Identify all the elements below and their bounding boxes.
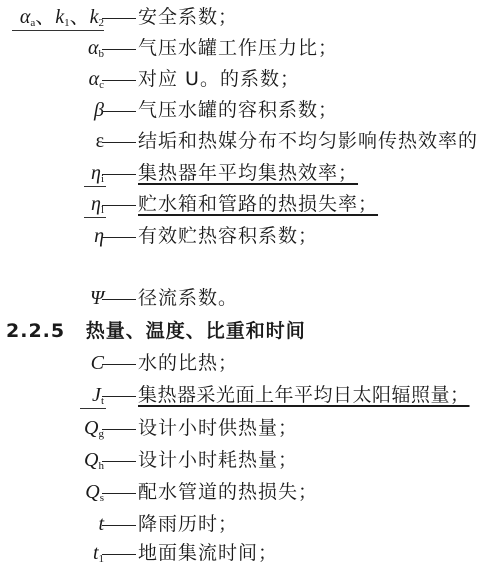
handwritten-underline bbox=[80, 408, 106, 409]
em-dash bbox=[102, 49, 136, 50]
term-description: 径流系数。 bbox=[138, 287, 239, 309]
term-row bbox=[0, 477, 500, 507]
handwritten-underline bbox=[84, 217, 106, 218]
term-row bbox=[0, 126, 500, 156]
term-symbol: β bbox=[94, 99, 104, 121]
em-dash bbox=[102, 111, 136, 112]
term-row bbox=[0, 158, 500, 188]
em-dash bbox=[102, 237, 136, 238]
term-symbol: $\alpha_a$、$k_1$、$k_2$ bbox=[19, 6, 104, 29]
term-row bbox=[0, 509, 500, 539]
em-dash bbox=[102, 80, 136, 81]
term-description: 有效贮热容积系数； bbox=[138, 225, 319, 247]
em-dash bbox=[102, 205, 136, 206]
term-row bbox=[0, 445, 500, 475]
term-description: 设计小时供热量； bbox=[138, 417, 299, 439]
term-row bbox=[0, 413, 500, 443]
term-row bbox=[0, 2, 500, 32]
term-symbol: $t_1$ bbox=[92, 542, 104, 565]
term-symbol: ε bbox=[95, 130, 104, 152]
em-dash bbox=[102, 396, 136, 397]
section-number: 2.2.5 bbox=[6, 320, 66, 342]
em-dash bbox=[102, 364, 136, 365]
term-description: 气压水罐的容积系数； bbox=[138, 99, 339, 121]
term-symbol: $Q_s$ bbox=[85, 481, 104, 504]
term-symbol: $\eta_l$ bbox=[91, 193, 104, 216]
term-row bbox=[0, 189, 500, 219]
em-dash bbox=[102, 429, 136, 430]
term-symbol: t bbox=[98, 513, 104, 535]
section-heading bbox=[6, 316, 306, 346]
term-description: 集热器年平均集热效率； bbox=[138, 162, 359, 184]
term-symbol: $J_t$ bbox=[92, 384, 104, 407]
em-dash bbox=[102, 299, 136, 300]
em-dash bbox=[102, 554, 136, 555]
term-description: 降雨历时； bbox=[138, 513, 239, 535]
term-symbol: $Q_g$ bbox=[84, 417, 104, 440]
term-symbol: $Q_h$ bbox=[84, 449, 104, 472]
term-description: 设计小时耗热量； bbox=[138, 449, 299, 471]
em-dash bbox=[102, 493, 136, 494]
term-description: 气压水罐工作压力比； bbox=[138, 37, 339, 59]
term-row bbox=[0, 380, 500, 410]
term-row bbox=[0, 64, 500, 94]
term-symbol: C bbox=[90, 352, 104, 374]
em-dash bbox=[102, 174, 136, 175]
term-row bbox=[0, 348, 500, 378]
em-dash bbox=[102, 142, 136, 143]
handwritten-underline bbox=[12, 30, 104, 31]
term-description: 地面集流时间； bbox=[138, 542, 279, 564]
term-description: 对应 U。的系数； bbox=[138, 68, 300, 90]
term-description: 贮水箱和管路的热损失率； bbox=[138, 193, 379, 215]
term-description: 结垢和热媒分布不均匀影响传热效率的 bbox=[138, 130, 479, 152]
term-description: 集热器采光面上年平均日太阳辐照量； bbox=[138, 384, 470, 406]
term-symbol: $\eta_i$ bbox=[91, 162, 104, 185]
term-description: 配水管道的热损失； bbox=[138, 481, 319, 503]
term-symbol: Ψ bbox=[89, 287, 104, 309]
term-row bbox=[0, 538, 500, 568]
term-row bbox=[0, 283, 500, 313]
term-row bbox=[0, 221, 500, 251]
em-dash bbox=[102, 18, 136, 19]
term-symbol: η bbox=[94, 225, 104, 247]
term-symbol: $\alpha_c$ bbox=[88, 68, 104, 91]
term-symbol: $\alpha_b$ bbox=[88, 37, 104, 60]
term-description: 安全系数； bbox=[138, 6, 239, 28]
term-description: 水的比热； bbox=[138, 352, 239, 374]
term-row bbox=[0, 33, 500, 63]
section-title: 热量、温度、比重和时间 bbox=[85, 320, 306, 342]
handwritten-underline bbox=[84, 186, 106, 187]
em-dash bbox=[102, 461, 136, 462]
em-dash bbox=[102, 525, 136, 526]
term-row bbox=[0, 95, 500, 125]
